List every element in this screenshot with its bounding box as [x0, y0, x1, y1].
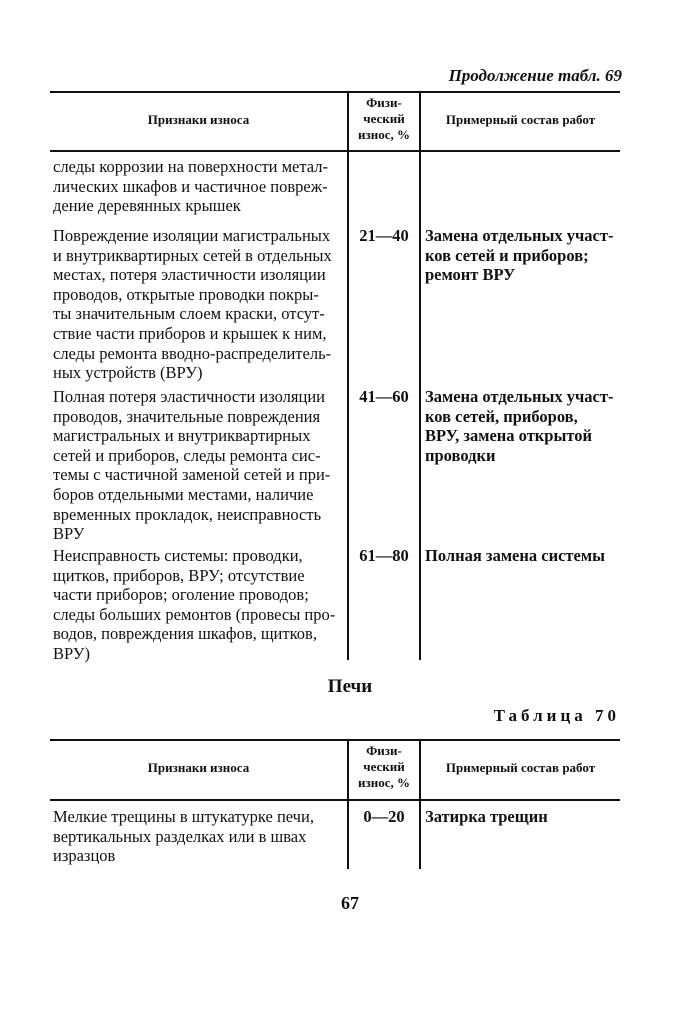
table-70-header-wear: Физи- ческий износ, % [358, 743, 410, 790]
table-70-header-works: Примерный состав работ [445, 760, 596, 775]
table-70-header-rule [50, 799, 620, 801]
table-continuation-label: Продолжение табл. 69 [448, 66, 622, 85]
row-signs: Неисправность системы: проводки, щитков, приборов, ВРУ; отсутствие части приборов; оголение проводов; следы больших ремонтов (провесы про- водов, повреждения шкафов, щитков, ВРУ) [53, 546, 336, 663]
table-69-top-rule [50, 91, 620, 93]
row-signs: Мелкие трещины в штукатурке печи, вертикальных разделках или в швах изразцов [53, 807, 314, 866]
row-works: Полная замена системы [425, 546, 605, 565]
row-signs: Полная потеря эластичности изоляции проводов, значительные повреждения магистральных и внутриквартирных сетей и приборов, следы ремонта сис- темы с частичной заменой сетей и при- боров отдельными местами, наличие временных прокладок, неисправность ВРУ [53, 387, 331, 544]
row-works: Затирка трещин [425, 807, 548, 826]
section-title: Печи [327, 676, 373, 697]
table-69-header-rule [50, 150, 620, 152]
table-69-header-wear: Физи- ческий износ, % [358, 95, 410, 142]
row-wear-percent: 61—80 [359, 546, 409, 565]
row-works: Замена отдельных участ- ков сетей и приборов; ремонт ВРУ [425, 226, 614, 285]
table-70-col-divider-2 [419, 739, 421, 869]
table-70-header-signs: Признаки износа [147, 760, 250, 775]
row-works: Замена отдельных участ- ков сетей, приборов, ВРУ, замена открытой проводки [425, 387, 614, 465]
page-number: 67 [341, 893, 359, 913]
table-70-top-rule [50, 739, 620, 741]
row-wear-percent: 41—60 [359, 387, 409, 406]
table-69-col-divider-2 [419, 91, 421, 660]
row-wear-percent: 0—20 [363, 807, 405, 826]
row-wear-percent: 21—40 [359, 226, 409, 245]
table-69-header-works: Примерный состав работ [445, 112, 596, 127]
row-signs: следы коррозии на поверхности метал- лических шкафов и частичное повреж- дение деревянных крышек [53, 157, 328, 216]
table-70-label: Таблица 70 [493, 706, 620, 725]
table-69-header-signs: Признаки износа [147, 112, 250, 127]
table-69-col-divider-1 [347, 91, 349, 660]
row-signs: Повреждение изоляции магистральных и внутриквартирных сетей в отдельных местах, потеря эластичности изоляции проводов, открытые проводки покры- ты значительным слоем краски, отсут- ствие части приборов и крышек к ним, следы ремонта вводно-распределитель- ных устройств (ВРУ) [53, 226, 332, 383]
